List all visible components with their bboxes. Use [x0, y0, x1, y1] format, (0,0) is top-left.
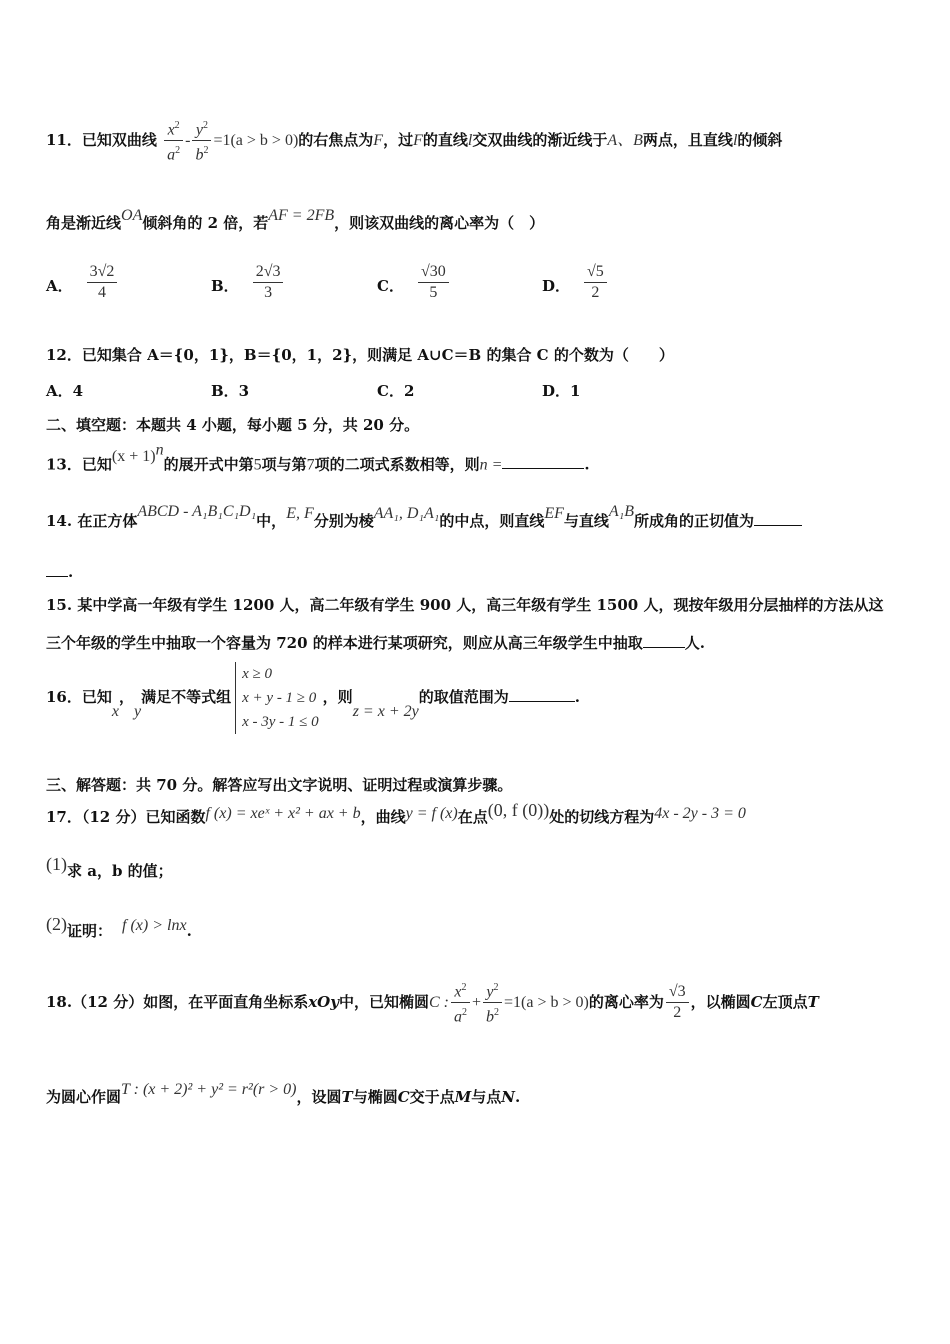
- q18-text: 交于点: [409, 1088, 455, 1106]
- q17-part2: [46, 914, 192, 941]
- q17-text: 处的切线方程为: [549, 808, 655, 826]
- option-label: B．: [211, 276, 239, 295]
- q16-text: ，: [118, 688, 134, 706]
- q17-part2-text: 证明：: [67, 922, 113, 940]
- q11-focus-F: F: [373, 131, 384, 149]
- q14-line-EF: EF: [544, 505, 564, 522]
- q17-part1-text: 求 a，b 的值；: [67, 862, 173, 880]
- q17-inequality: f (x) > lnx: [122, 917, 187, 934]
- q17-tangent-line: 4x - 2y - 3 = 0: [654, 805, 746, 822]
- q13-binomial: [111, 442, 164, 466]
- q12-option-c[interactable]: C．2: [377, 382, 415, 400]
- section-heading-solutions: 三、解答题：共 70 分。解答应写出文字说明、证明过程或演算步骤。: [46, 776, 513, 794]
- q14-line1: [46, 503, 802, 531]
- q17-curve: y = f (x): [405, 805, 458, 822]
- q12-option-d[interactable]: D．1: [542, 382, 581, 400]
- q11-text: 交双曲线的渐近线于: [472, 130, 608, 149]
- q11-text: 的直线: [422, 130, 468, 149]
- option-denominator: 4: [98, 284, 107, 301]
- q11-option-a[interactable]: [46, 262, 119, 303]
- q14-points-EF: E, F: [286, 505, 314, 522]
- q11-points-AB: A、B: [607, 131, 643, 149]
- q11-frac-y: $\frac{y^2}{b^2}$: [192, 116, 211, 166]
- option-numerator: √5: [584, 262, 607, 283]
- q17-part2-number: (2): [46, 914, 67, 934]
- q11-text: 两点，且直线: [642, 130, 733, 149]
- q18-text: 中，已知椭圆: [338, 992, 429, 1011]
- q15-text: 人.: [684, 634, 705, 652]
- q16-var-y: y: [134, 703, 142, 720]
- q17-part1-number: (1): [46, 854, 67, 874]
- q18-text: ，以椭圆: [690, 992, 751, 1011]
- q11-option-c[interactable]: [377, 262, 451, 303]
- q11-text: ，则该双曲线的离心率为（ ）: [334, 214, 545, 232]
- q17-text: 17．（12 分）已知函数: [46, 808, 206, 826]
- option-numerator: 2√3: [253, 262, 284, 283]
- q11-option-b[interactable]: [211, 262, 285, 303]
- q11-frac-x: $\frac{x^2}{a^2}$: [164, 116, 183, 166]
- option-label: A．: [46, 276, 73, 295]
- q11-text: 已知双曲线: [81, 130, 157, 149]
- q18-text: .: [515, 1088, 521, 1106]
- q14-answer-blank-continued[interactable]: [46, 562, 68, 577]
- q11-eq-rest: =1(a > b > 0): [213, 131, 299, 149]
- q17-text: ，曲线: [360, 808, 406, 826]
- option-numerator: 3√2: [87, 262, 118, 283]
- q11-line-l: l: [467, 131, 473, 149]
- q18-circle-ref: T: [341, 1088, 353, 1106]
- q16-inequality-system: [235, 662, 319, 734]
- q13-answer-blank[interactable]: [502, 454, 584, 469]
- q18-text: 与椭圆: [352, 1088, 398, 1106]
- q13-text: 项与第: [261, 455, 307, 474]
- q18-point-N: N: [501, 1088, 516, 1106]
- q15-line1: 15. 某中学高一年级有学生 1200 人，高二年级有学生 900 人，高三年级有学生 1500 人，现按年级用分层抽样的方法从这: [46, 596, 884, 614]
- option-numerator: √30: [418, 262, 449, 283]
- q11-line1: 11．已知双曲线 $\frac{x^2}{a^2}$ - $\frac{y^2}{b^2}$ =1(a > b > 0)的右焦点为F，过F的直线l交双曲线的渐近线于A、B两点，且直线l的倾斜: [46, 116, 782, 166]
- q14-text: 14. 在正方体: [46, 512, 138, 530]
- q18-ellipse-ref: C: [397, 1088, 410, 1106]
- q15-text: 三个年级的学生中抽取一个容量为 720 的样本进行某项研究，则应从高三年级学生中抽取: [46, 634, 643, 652]
- q13-text: 的展开式中第: [163, 455, 254, 474]
- q16-constraint-3: x - 3y - 1 ≤ 0: [242, 714, 319, 730]
- q17-part1: [46, 854, 173, 881]
- q14-cube-name: ABCD - A₁B₁C₁D₁: [137, 503, 257, 520]
- q11-focus-F: F: [413, 131, 423, 149]
- q18-line2: [46, 1081, 521, 1107]
- q11-text: 倾斜角的 2 倍，若: [142, 214, 269, 232]
- q14-answer-blank[interactable]: [754, 511, 802, 526]
- q12-option-b[interactable]: B．3: [211, 382, 250, 400]
- q16-line: [46, 662, 580, 734]
- q12-stem: 12．已知集合 A＝{0，1}，B＝{0，1，2}，则满足 A∪C＝B 的集合 C 的个数为（ ）: [46, 346, 674, 364]
- q18-line1: 18.（12 分）如图，在平面直角坐标系xOy中，已知椭圆C : $\frac{x^2}{a^2}$ + $\frac{y^2}{b^2}$ =1(a > b > 0)的离心率为 $\frac{√3}{2}$ ，以椭圆C左顶点T: [46, 978, 819, 1028]
- q16-text: 的取值范围为: [418, 688, 509, 706]
- q11-option-d[interactable]: [542, 262, 609, 303]
- q11-line-l: l: [732, 131, 738, 149]
- q18-text: 的离心率为: [588, 992, 664, 1011]
- q18-ellipse-ref: C: [750, 992, 763, 1011]
- q14-text: 分别为棱: [313, 512, 374, 530]
- q17-function: f (x) = xeˣ + x² + ax + b: [205, 805, 361, 822]
- q16-constraint-2: x + y - 1 ≥ 0: [242, 690, 317, 706]
- q13-term-5: 5: [253, 456, 262, 474]
- option-denominator: 5: [429, 284, 438, 301]
- q15-answer-blank[interactable]: [643, 633, 685, 648]
- q12-option-a[interactable]: A．4: [46, 382, 84, 400]
- q13-term-7: 7: [306, 456, 315, 474]
- q18-text: 左顶点: [762, 992, 808, 1011]
- q16-constraint-1: x ≥ 0: [242, 666, 273, 682]
- q17-stem: [46, 800, 746, 827]
- q18-eq-rest: =1(a > b > 0): [503, 993, 589, 1011]
- q16-text: 16．已知: [46, 688, 112, 706]
- q18-text: ，设圆: [296, 1088, 342, 1106]
- q18-frac-y: $\frac{y^2}{b^2}$: [483, 978, 502, 1028]
- q18-text: 为圆心作圆: [46, 1088, 122, 1106]
- q13-text: 13．已知: [46, 455, 112, 474]
- q16-text: .: [574, 688, 580, 706]
- q11-line2: [46, 207, 545, 233]
- q17-point: (0, f (0)): [487, 800, 550, 820]
- q13-text: 项的二项式系数相等，则: [314, 455, 480, 474]
- q13-line: [46, 442, 590, 474]
- option-label: C．: [377, 276, 404, 295]
- option-denominator: 2: [591, 284, 600, 301]
- q17-part2-text: .: [186, 922, 192, 940]
- q14-text: 中，: [256, 512, 287, 530]
- q14-text: 的中点，则直线: [439, 512, 545, 530]
- q11-text: 角是渐近线: [46, 214, 122, 232]
- q11-number: 11．: [46, 130, 82, 149]
- q14-line2: [46, 562, 73, 581]
- section-heading-fill-in: 二、填空题：本题共 4 小题，每小题 5 分，共 20 分。: [46, 416, 420, 434]
- q18-point-M: M: [454, 1088, 472, 1106]
- q17-text: 在点: [457, 808, 488, 826]
- option-denominator: 3: [264, 284, 273, 301]
- q16-objective: z = x + 2y: [352, 703, 419, 720]
- q18-frac-x: $\frac{x^2}{a^2}$: [451, 978, 470, 1028]
- option-label: D．: [542, 276, 571, 295]
- q14-edges: AA₁, D₁A₁: [373, 505, 440, 522]
- q18-text: 18.（12 分）如图，在平面直角坐标系: [46, 992, 309, 1011]
- q14-line-A1B: A₁B: [608, 503, 634, 520]
- q18-circle-eq: T : (x + 2)² + y² = r²(r > 0): [121, 1081, 297, 1098]
- q16-text: ，则: [322, 688, 353, 706]
- q11-vector-eq: AF = 2FB: [268, 207, 335, 224]
- q18-ellipse-name: C :: [428, 993, 449, 1011]
- q11-text: ，过: [383, 130, 414, 149]
- q14-text: 所成角的正切值为: [634, 512, 755, 530]
- q14-text: 与直线: [563, 512, 609, 530]
- q11-text: 的右焦点为: [298, 130, 374, 149]
- q16-var-x: x: [111, 703, 119, 720]
- q16-text: 满足不等式组: [141, 688, 232, 706]
- q18-eccentricity: $\frac{√3}{2}$: [666, 982, 689, 1023]
- q13-binomial-base: (x + 1): [111, 448, 156, 466]
- q15-line2: [46, 632, 705, 653]
- q18-coord-system: xOy: [308, 992, 339, 1011]
- q13-text: .: [584, 455, 590, 474]
- q16-answer-blank[interactable]: [509, 687, 575, 702]
- q18-point-T: T: [807, 992, 819, 1011]
- q11-asymptote-OA: OA: [121, 207, 143, 224]
- q18-text: 与点: [471, 1088, 502, 1106]
- q14-text: .: [68, 563, 74, 581]
- q11-text: 的倾斜: [737, 130, 783, 149]
- q13-binomial-exponent: n: [155, 442, 164, 459]
- q13-var-n: n =: [479, 456, 503, 474]
